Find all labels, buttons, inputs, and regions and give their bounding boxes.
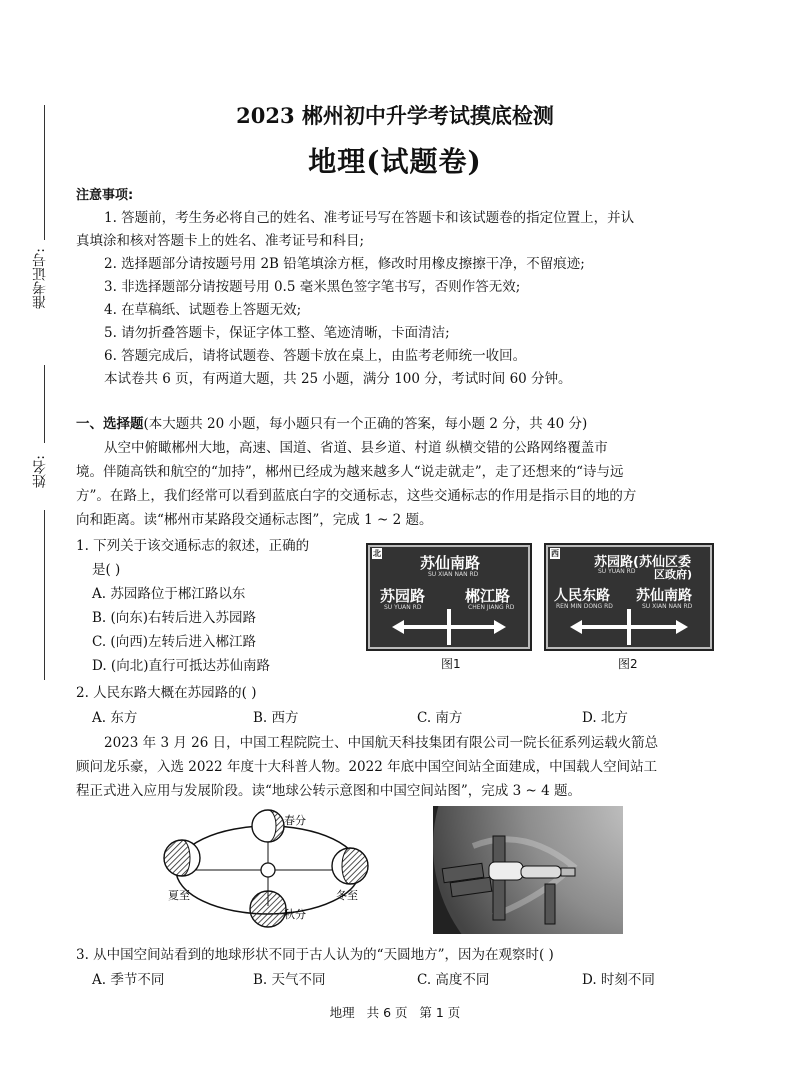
question-1-option-d: D. (向北)直行可抵达苏仙南路 xyxy=(92,658,270,674)
traffic-sign-2 xyxy=(546,545,712,649)
sign-2-top-pinyin: SU YUAN RD xyxy=(598,568,636,575)
binding-line-bottom xyxy=(44,510,45,680)
notice-line: 4. 在草稿纸、试题卷上答题无效; xyxy=(104,302,302,318)
sign-2-left-pinyin: REN MIN DONG RD xyxy=(556,603,613,610)
notice-line: 5. 请勿折叠答题卡，保证字体工整、笔迹清晰，卡面清洁; xyxy=(104,325,450,341)
sign-1-right-road: 郴江路 xyxy=(465,587,511,605)
exam-title: 2023 郴州初中升学考试摸底检测 xyxy=(236,103,554,128)
figure-2-caption: 图2 xyxy=(618,657,638,671)
passage-line: 顾问龙乐豪，入选 2022 年度十大科普人物。2022 年底中国空间站全面建成，中国载人空间站工 xyxy=(76,759,658,775)
sign-2-top-road: 苏园路(苏仙区委 xyxy=(594,555,691,570)
binding-line-middle xyxy=(44,365,45,443)
sign-1-right-pinyin: CHEN JIANG RD xyxy=(468,604,515,611)
sign-1-left-road: 苏园路 xyxy=(380,587,426,605)
section-description: (本大题共 20 小题，每小题只有一个正确的答案，每小题 2 分，共 40 分) xyxy=(143,416,588,432)
space-station-photo xyxy=(433,806,623,934)
orbit-label-autumn: 秋分 xyxy=(284,908,306,921)
traffic-sign-1 xyxy=(368,545,530,649)
sign-1-arrows-icon xyxy=(370,547,528,647)
question-1-option-c: C. (向西)左转后进入郴江路 xyxy=(92,634,256,650)
question-3-option-b: B. 天气不同 xyxy=(253,972,326,988)
question-1-option-a: A. 苏园路位于郴江路以东 xyxy=(92,586,246,602)
passage-line: 程正式进入应用与发展阶段。读“地球公转示意图和中国空间站图”，完成 3 ~ 4 题。 xyxy=(76,783,581,799)
notice-line: 真填涂和核对答题卡上的姓名、准考证号和科目; xyxy=(76,233,365,249)
question-3-option-a: A. 季节不同 xyxy=(92,972,165,988)
notice-line: 1. 答题前，考生务必将自己的姓名、准考证号写在答题卡和该试题卷的指定位置上，并认 xyxy=(104,210,635,226)
passage-line: 从空中俯瞰郴州大地，高速、国道、省道、县乡道、村道 纵横交错的公路网络覆盖市 xyxy=(104,440,608,456)
passage-line: 方”。在路上，我们经常可以看到蓝底白字的交通标志，这些交通标志的作用是指示目的地的方 xyxy=(76,488,637,504)
earth-orbit-diagram xyxy=(160,806,410,936)
sign-2-right-pinyin: SU XIAN NAN RD xyxy=(642,603,693,610)
question-3-stem: 3. 从中国空间站看到的地球形状不同于古人认为的“天圆地方”，因为在观察时( ) xyxy=(76,947,554,963)
sign-2-right-road: 苏仙南路 xyxy=(636,588,692,604)
notice-heading: 注意事项: xyxy=(76,188,134,203)
notice-line: 2. 选择题部分请按题号用 2B 铅笔填涂方框，修改时用橡皮擦擦干净，不留痕迹; xyxy=(104,256,585,272)
passage-line: 向和距离。读“郴州市某路段交通标志图”，完成 1 ~ 2 题。 xyxy=(76,512,433,528)
name-label: 姓名: xyxy=(32,455,48,488)
question-2-stem: 2. 人民东路大概在苏园路的( ) xyxy=(76,685,257,701)
passage-line: 2023 年 3 月 26 日，中国工程院院士、中国航天科技集团有限公司一院长征系列运载火箭总 xyxy=(104,735,659,751)
section-heading xyxy=(76,412,587,432)
sign-1-top-pinyin: SU XIAN NAN RD xyxy=(428,571,479,578)
question-1-stem: 1. 下列关于该交通标志的叙述，正确的 xyxy=(76,538,310,554)
section-title: 一、选择题 xyxy=(76,416,144,432)
sign-2-arrows-icon xyxy=(548,547,710,647)
sign-2-left-road: 人民东路 xyxy=(554,588,610,604)
notice-line: 6. 答题完成后，请将试题卷、答题卡放在桌上，由监考老师统一收回。 xyxy=(104,348,527,364)
notice-line: 3. 非选择题部分请按题号用 0.5 毫米黑色签字笔书写，否则作答无效; xyxy=(104,279,521,295)
question-2-option-c: C. 南方 xyxy=(417,710,463,726)
orbit-label-spring: 春分 xyxy=(284,814,306,827)
exam-number-label: 准考证号: xyxy=(32,248,48,309)
orbit-label-summer: 夏至 xyxy=(168,889,190,902)
sign-1-top-road: 苏仙南路 xyxy=(420,554,481,572)
sign-1-direction: 北 xyxy=(373,549,381,558)
sign-2-direction: 西 xyxy=(551,549,559,558)
question-1-stem-cont: 是( ) xyxy=(92,562,121,578)
question-3-option-d: D. 时刻不同 xyxy=(582,972,655,988)
question-2-option-b: B. 西方 xyxy=(253,710,299,726)
subject-title: 地理(试题卷) xyxy=(308,145,482,178)
question-2-option-a: A. 东方 xyxy=(92,710,138,726)
question-3-option-c: C. 高度不同 xyxy=(417,972,490,988)
orbit-label-winter: 冬至 xyxy=(336,889,358,902)
sign-2-top-road-cont: 区政府) xyxy=(654,568,693,581)
question-2-option-d: D. 北方 xyxy=(582,710,628,726)
sign-1-left-pinyin: SU YUAN RD xyxy=(384,604,422,611)
question-1-option-b: B. (向东)右转后进入苏园路 xyxy=(92,610,257,626)
figure-1-caption: 图1 xyxy=(441,657,461,671)
passage-line: 境。伴随高铁和航空的“加持”，郴州已经成为越来越多人“说走就走”，走了还想来的“诗与远 xyxy=(76,464,624,480)
notice-line: 本试卷共 6 页，有两道大题，共 25 小题，满分 100 分，考试时间 60 分钟。 xyxy=(104,371,572,387)
page-footer: 地理 共 6 页 第 1 页 xyxy=(329,1005,461,1020)
